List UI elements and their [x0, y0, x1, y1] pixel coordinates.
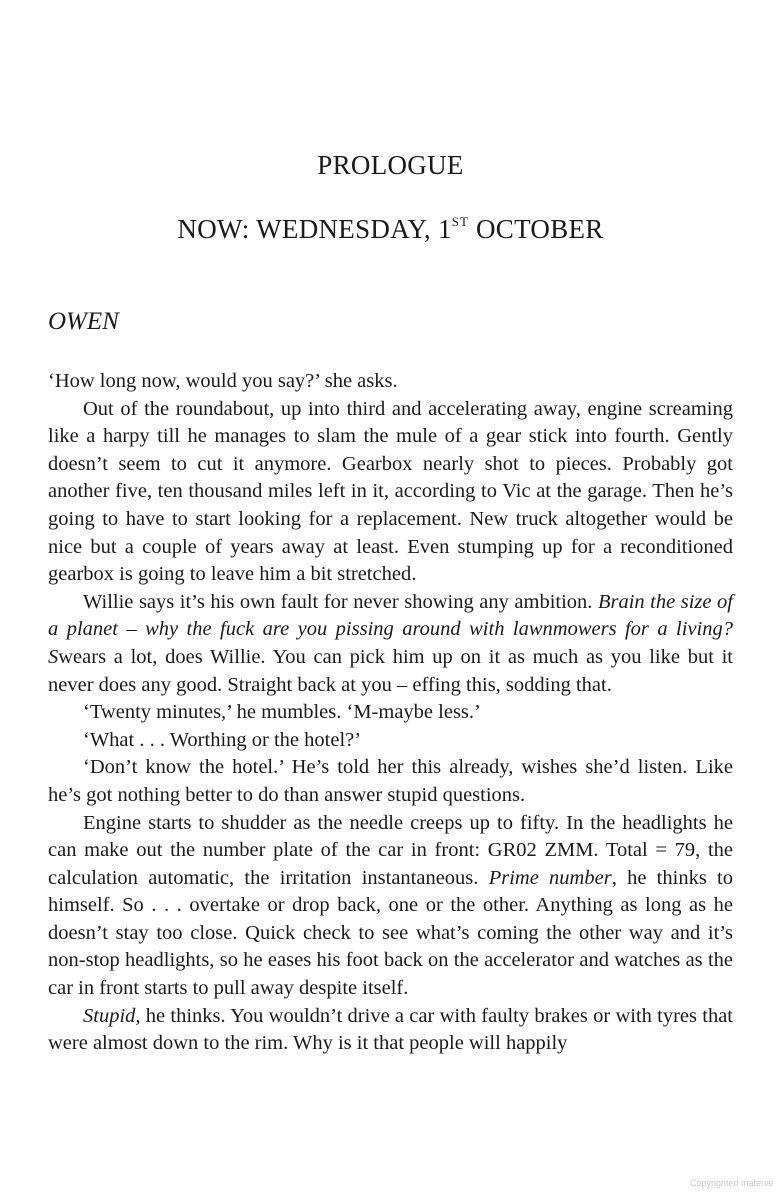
subtitle-ordinal: ST — [451, 214, 469, 229]
subtitle-suffix: OCTOBER — [468, 214, 604, 244]
paragraph — [48, 727, 733, 755]
paragraph — [48, 1003, 733, 1058]
text-run: ‘How long now, would you say?’ she asks. — [48, 370, 398, 392]
chapter-title: PROLOGUE — [317, 150, 464, 180]
text-run: Engine starts to shudder as the needle creeps up to fifty. In the headlights he can make out the number plate of the car in front: GR02 ZMM. Total = 79, the calculation automatic, the irritation instantaneous. — [48, 811, 733, 889]
text-run: wears a lot, does Willie. You can pick him up on it as much as you like but it never does any good. Straight back at you – effing this, sodding that. — [48, 645, 733, 696]
italic-run: Brain the size of a planet – why the fuck are you pissing around with lawnmowers for a living? S — [48, 590, 733, 668]
subtitle-prefix: NOW: WEDNESDAY, 1 — [177, 214, 452, 244]
paragraph — [48, 754, 733, 809]
paragraph — [48, 699, 733, 727]
text-run: ‘Twenty minutes,’ he mumbles. ‘M-maybe less.’ — [83, 701, 481, 724]
italic-run: Prime number — [488, 866, 612, 889]
text-run: Out of the roundabout, up into third and accelerating away, engine screaming like a harpy till he manages to slam the mule of a gear stick into fourth. Gently doesn’t seem to cut it anymore. Gearbox nearly shot to pieces. Probably got another five, ten thousand miles left in it, according to Vic at the garage. Then he’s going to have to start looking for a replacement. New truck altogether would be nice but a couple of years away at least. Even stumping up for a reconditioned gearbox is going to leave him a bit stretched. — [48, 397, 733, 586]
paragraph — [48, 396, 733, 589]
pov-heading: OWEN — [48, 308, 119, 335]
text-run: ‘Don’t know the hotel.’ He’s told her this already, wishes she’d listen. Like he’s got nothing better to do than answer stupid questions. — [48, 756, 733, 806]
copyright-watermark: Copyrighted material — [689, 1178, 773, 1188]
text-run: , he thinks to himself. So . . . overtake or drop back, one or the other. Anything as long as he doesn’t stay too close. Quick check to see what’s coming the other way and it’s non-stop headlights, so he eases his foot back on the accelerator and watches as the car in front starts to pull away despite itself. — [48, 866, 734, 1000]
text-run: ‘What . . . Worthing or the hotel?’ — [83, 728, 362, 751]
paragraph — [48, 810, 733, 1003]
text-run: he thinks. You wouldn’t drive a car with faulty brakes or with tyres that were almost down to the rim. Why is it that people will happily — [48, 1004, 733, 1055]
paragraph — [48, 589, 733, 699]
body-text — [48, 368, 733, 1058]
text-run: Willie says it’s his own fault for never showing any ambition. — [83, 590, 598, 613]
chapter-subtitle — [48, 214, 733, 245]
italic-run: Stupid, — [83, 1004, 141, 1027]
paragraph — [48, 368, 733, 396]
